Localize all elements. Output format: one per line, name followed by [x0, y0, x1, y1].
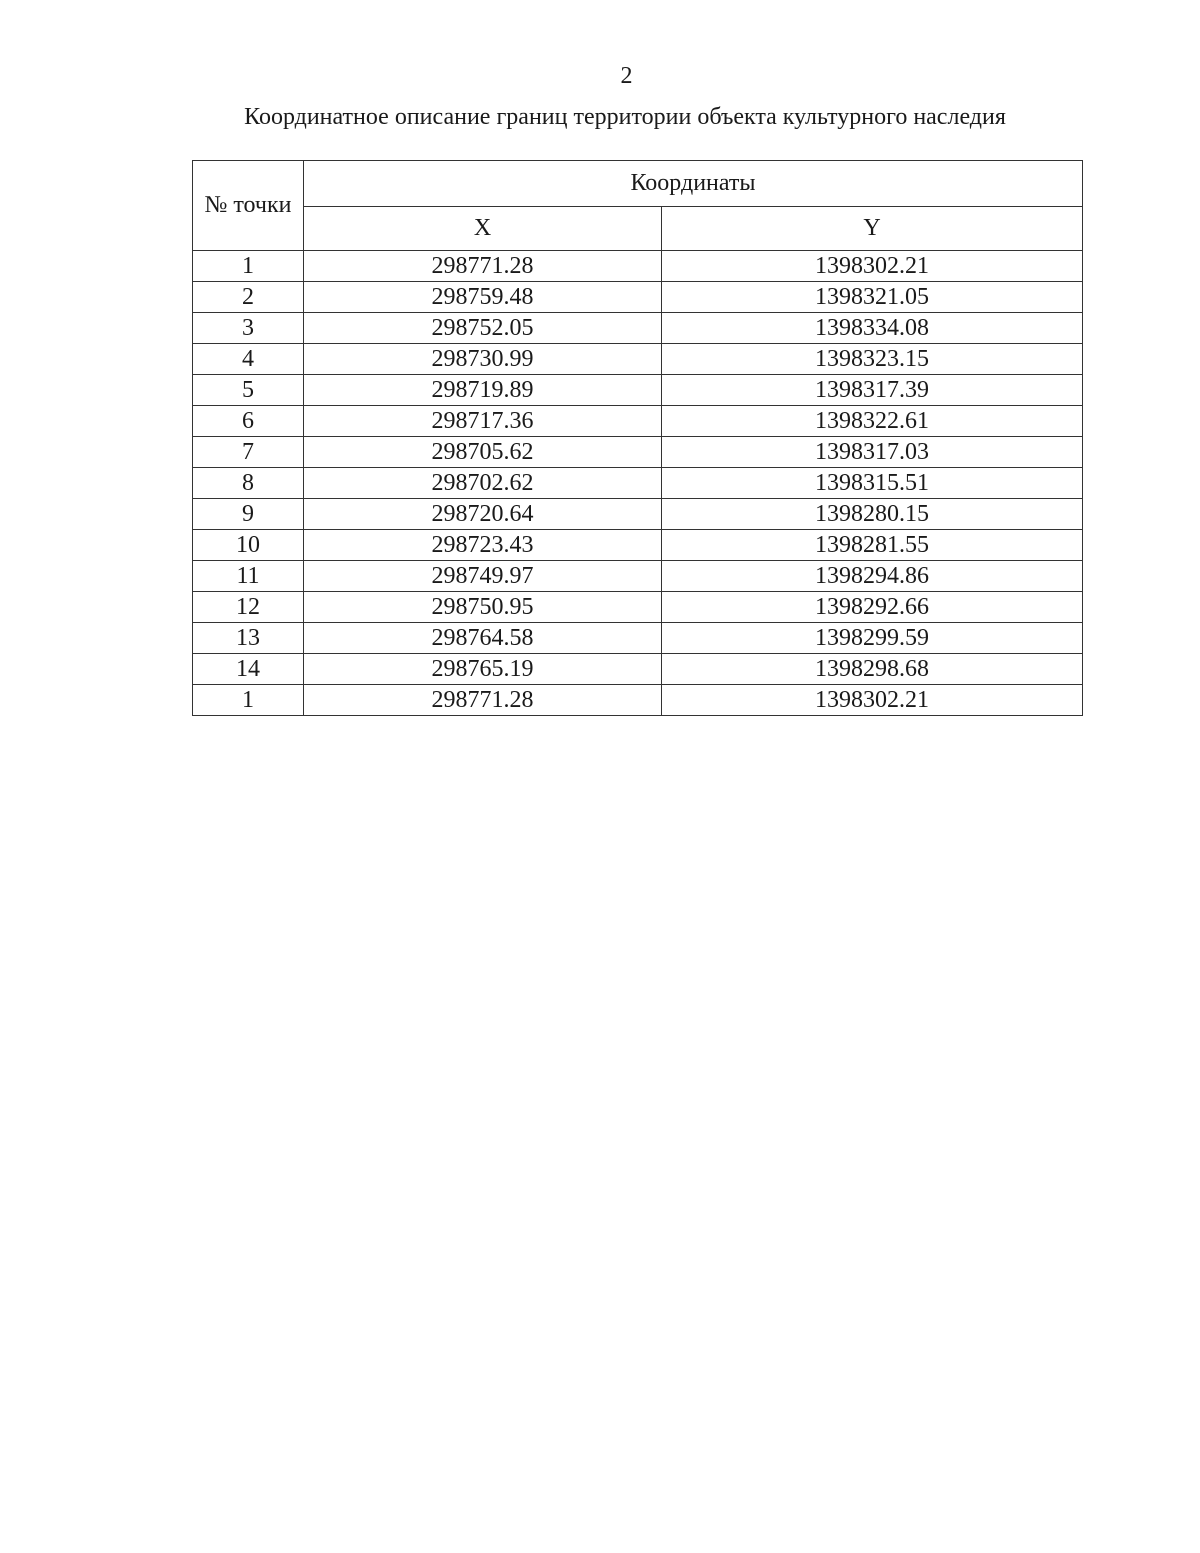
x-coordinate-cell: 298764.58 [304, 623, 662, 654]
table-row [193, 685, 1083, 716]
x-coordinate-cell: 298702.62 [304, 468, 662, 499]
point-number-cell: 13 [193, 623, 304, 654]
table-body [193, 251, 1083, 716]
x-coordinate-cell: 298759.48 [304, 282, 662, 313]
x-coordinate-cell: 298723.43 [304, 530, 662, 561]
table-row [193, 499, 1083, 530]
document-title: Координатное описание границ территории объекта культурного наследия [244, 104, 1006, 130]
point-number-cell: 5 [193, 375, 304, 406]
table-row [193, 375, 1083, 406]
table-row [193, 406, 1083, 437]
x-coordinate-cell: 298719.89 [304, 375, 662, 406]
x-coordinate-cell: 298771.28 [304, 251, 662, 282]
y-coordinate-cell: 1398299.59 [662, 623, 1083, 654]
y-coordinate-cell: 1398281.55 [662, 530, 1083, 561]
table-row [193, 592, 1083, 623]
x-coordinate-cell: 298720.64 [304, 499, 662, 530]
coordinates-header: Координаты [304, 161, 1083, 207]
point-number-header: № точки [193, 161, 304, 251]
x-column-header: X [304, 207, 662, 251]
point-number-cell: 10 [193, 530, 304, 561]
y-coordinate-cell: 1398317.03 [662, 437, 1083, 468]
point-number-cell: 12 [193, 592, 304, 623]
point-number-cell: 3 [193, 313, 304, 344]
point-number-cell: 6 [193, 406, 304, 437]
point-number-cell: 2 [193, 282, 304, 313]
x-coordinate-cell: 298771.28 [304, 685, 662, 716]
x-coordinate-cell: 298705.62 [304, 437, 662, 468]
table-row [193, 313, 1083, 344]
table-row [193, 251, 1083, 282]
y-coordinate-cell: 1398280.15 [662, 499, 1083, 530]
point-number-cell: 14 [193, 654, 304, 685]
x-coordinate-cell: 298752.05 [304, 313, 662, 344]
y-coordinate-cell: 1398298.68 [662, 654, 1083, 685]
point-number-cell: 11 [193, 561, 304, 592]
point-number-cell: 4 [193, 344, 304, 375]
y-coordinate-cell: 1398315.51 [662, 468, 1083, 499]
coordinates-table [192, 160, 1083, 716]
table-row [193, 530, 1083, 561]
point-number-cell: 9 [193, 499, 304, 530]
point-number-cell: 7 [193, 437, 304, 468]
point-number-cell: 1 [193, 685, 304, 716]
y-column-header: Y [662, 207, 1083, 251]
y-coordinate-cell: 1398302.21 [662, 685, 1083, 716]
y-coordinate-cell: 1398292.66 [662, 592, 1083, 623]
y-coordinate-cell: 1398334.08 [662, 313, 1083, 344]
y-coordinate-cell: 1398317.39 [662, 375, 1083, 406]
y-coordinate-cell: 1398322.61 [662, 406, 1083, 437]
x-coordinate-cell: 298717.36 [304, 406, 662, 437]
y-coordinate-cell: 1398323.15 [662, 344, 1083, 375]
table-row [193, 468, 1083, 499]
table-row [193, 282, 1083, 313]
y-coordinate-cell: 1398321.05 [662, 282, 1083, 313]
table-header [193, 161, 1083, 251]
table-row [193, 654, 1083, 685]
table-row [193, 623, 1083, 654]
point-number-cell: 1 [193, 251, 304, 282]
y-coordinate-cell: 1398294.86 [662, 561, 1083, 592]
page-number: 2 [620, 63, 633, 89]
x-coordinate-cell: 298765.19 [304, 654, 662, 685]
table-row [193, 344, 1083, 375]
x-coordinate-cell: 298750.95 [304, 592, 662, 623]
x-coordinate-cell: 298749.97 [304, 561, 662, 592]
table-row [193, 437, 1083, 468]
table-row [193, 561, 1083, 592]
x-coordinate-cell: 298730.99 [304, 344, 662, 375]
y-coordinate-cell: 1398302.21 [662, 251, 1083, 282]
point-number-cell: 8 [193, 468, 304, 499]
